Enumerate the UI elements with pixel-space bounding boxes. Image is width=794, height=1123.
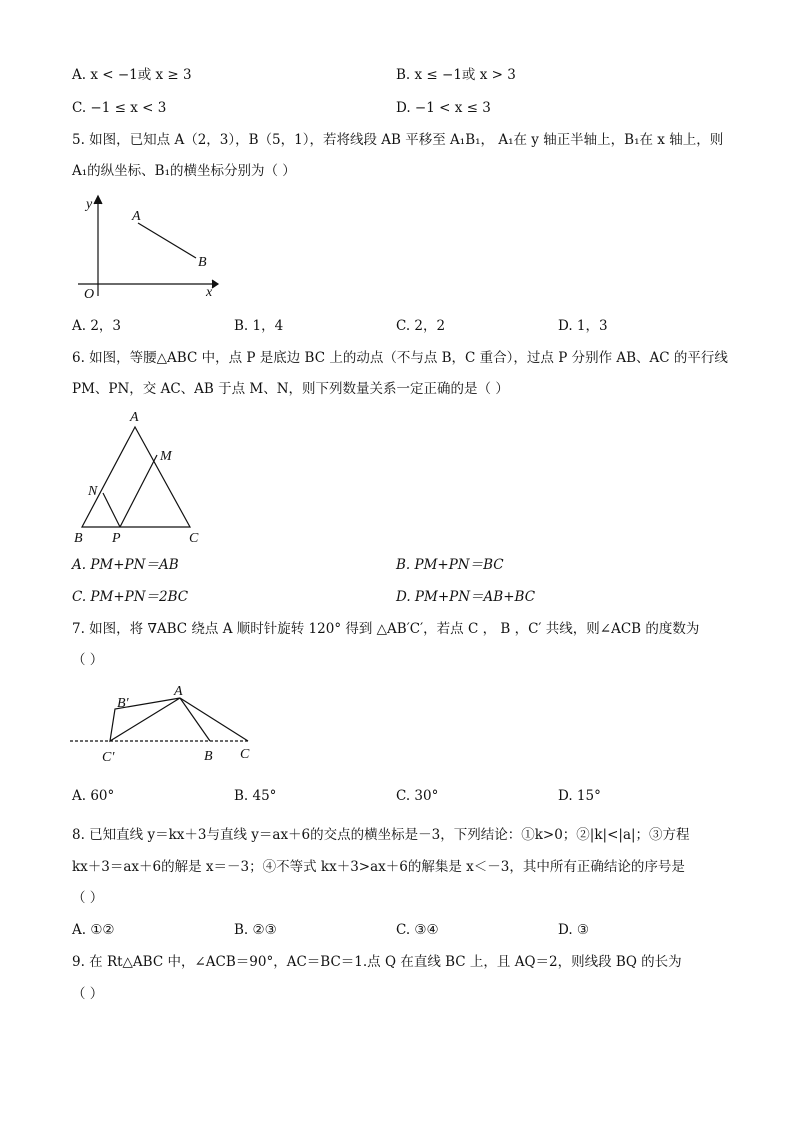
- q7-point-c-label: C: [240, 747, 250, 762]
- q5-stem-line-2: A₁的纵坐标、B₁的横坐标分别为（ ）: [72, 163, 296, 179]
- q8-option-b: B. ②③: [234, 922, 277, 938]
- q7-option-b: B. 45°: [234, 788, 277, 804]
- q6-stem-line-1: 6. 如图，等腰△ABC 中，点 P 是底边 BC 上的动点（不与点 B，C 重合），过点 P 分别作 AB、AC 的平行线: [72, 350, 728, 366]
- q5-origin-label: O: [84, 287, 95, 302]
- q5-stem-line-1: 5. 如图，已知点 A（2，3），B（5，1），若将线段 AB 平移至 A₁B₁， A₁在 y 轴正半轴上，B₁在 x 轴上，则: [72, 132, 724, 148]
- q5-y-axis-label: y: [86, 197, 93, 212]
- q7-point-b-label: B: [204, 749, 213, 764]
- q6-option-b: B. PM+PN＝BC: [396, 557, 504, 573]
- q8-option-d: D. ③: [558, 922, 590, 938]
- q8-stem-line-3: （ ）: [72, 890, 104, 906]
- q7-point-b-prime-label: B′: [117, 696, 129, 711]
- q5-x-axis-label: x: [206, 285, 213, 300]
- q6-point-n-label: N: [88, 484, 98, 499]
- q6-option-d: D. PM+PN＝AB+BC: [396, 589, 536, 605]
- q8-stem-line-2: kx＋3＝ax＋6的解是 x＝－3；④不等式 kx＋3>ax＋6的解集是 x＜－3，其中所有正确结论的序号是: [72, 859, 685, 875]
- q7-rotation-figure: [70, 682, 270, 767]
- q8-option-a: A. ①②: [72, 922, 115, 938]
- q4-option-a: A. x < −1或 x ≥ 3: [72, 67, 192, 83]
- q5-option-b: B. 1，4: [234, 318, 284, 334]
- q6-triangle-figure: [68, 405, 218, 545]
- q5-option-c: C. 2，2: [396, 318, 446, 334]
- q9-stem-line-1: 9. 在 Rt△ABC 中，∠ACB＝90°，AC＝BC＝1.点 Q 在直线 BC 上，且 AQ＝2，则线段 BQ 的长为: [72, 954, 682, 970]
- q7-point-a-label: A: [174, 684, 183, 699]
- q6-option-a: A. PM+PN＝AB: [72, 557, 179, 573]
- q7-option-d: D. 15°: [558, 788, 601, 804]
- q6-stem-line-2: PM、PN，交 AC、AB 于点 M、N，则下列数量关系一定正确的是（ ）: [72, 381, 509, 397]
- q6-option-c: C. PM+PN＝2BC: [72, 589, 189, 605]
- q5-option-a: A. 2，3: [72, 318, 122, 334]
- q5-option-d: D. 1，3: [558, 318, 608, 334]
- q5-point-a-label: A: [132, 209, 141, 224]
- q6-point-c-label: C: [189, 531, 199, 546]
- q7-option-c: C. 30°: [396, 788, 439, 804]
- q7-stem-line-2: （ ）: [72, 652, 104, 668]
- q4-option-c: C. −1 ≤ x < 3: [72, 100, 167, 116]
- q7-stem-line-1: 7. 如图，将 ∇ABC 绕点 A 顺时针旋转 120° 得到 △AB′C′，若点 C ， B ，C′ 共线，则∠ACB 的度数为: [72, 621, 700, 637]
- q4-option-b: B. x ≤ −1或 x > 3: [396, 67, 516, 83]
- q8-option-c: C. ③④: [396, 922, 439, 938]
- q6-point-b-label: B: [74, 531, 83, 546]
- q7-option-a: A. 60°: [72, 788, 115, 804]
- q5-point-b-label: B: [198, 255, 207, 270]
- q6-point-m-label: M: [160, 449, 172, 464]
- q9-stem-line-2: （ ）: [72, 986, 104, 1002]
- q4-option-d: D. −1 < x ≤ 3: [396, 100, 491, 116]
- q6-point-p-label: P: [112, 531, 121, 546]
- q8-stem-line-1: 8. 已知直线 y＝kx＋3与直线 y＝ax＋6的交点的横坐标是－3，下列结论：①k>0；②|k|<|a|；③方程: [72, 827, 690, 843]
- q6-point-a-label: A: [130, 410, 139, 425]
- q5-coordinate-figure: [70, 190, 230, 310]
- q7-point-c-prime-label: C′: [102, 750, 115, 765]
